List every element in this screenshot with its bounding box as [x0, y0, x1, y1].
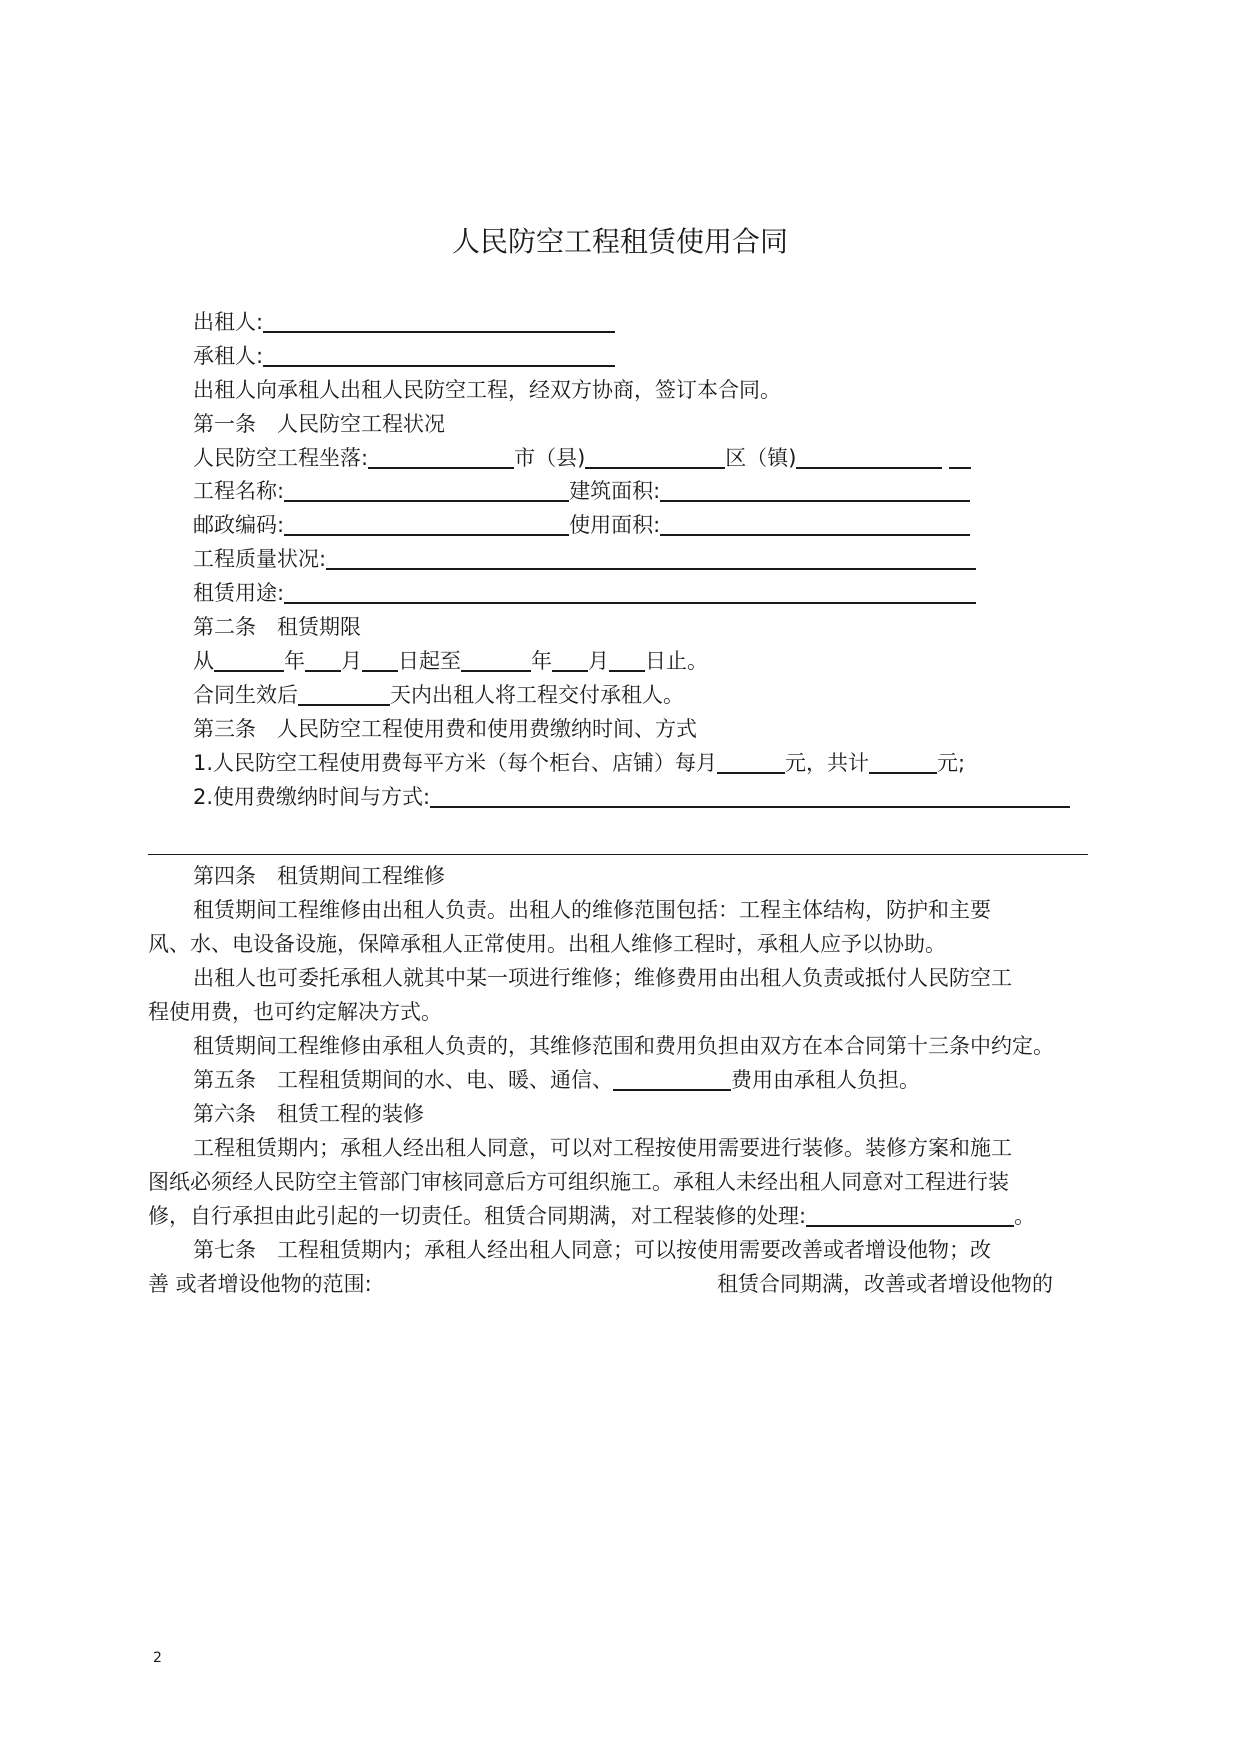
end-year-field[interactable]	[461, 648, 531, 672]
quality-line: 工程质量状况:	[193, 545, 976, 573]
article4-p1-line1: 租赁期间工程维修由出租人负责。出租人的维修范围包括：工程主体结构，防护和主要	[193, 898, 991, 922]
postal-code-field[interactable]	[284, 512, 569, 536]
article7-line2-left: 善 或者增设他物的范围:	[148, 1272, 372, 1296]
page-number: 2	[153, 1650, 162, 1666]
article6-line1: 工程租赁期内；承租人经出租人同意，可以对工程按使用需要进行装修。装修方案和施工	[193, 1136, 1012, 1160]
article4-heading: 第四条 租赁期间工程维修	[193, 864, 445, 888]
document-title: 人民防空工程租赁使用合同	[451, 225, 788, 258]
article7-line2-right: 租赁合同期满，改善或者增设他物的	[717, 1272, 1053, 1296]
purpose-field[interactable]	[284, 580, 976, 604]
project-name-field[interactable]	[284, 478, 569, 502]
end-day-field[interactable]	[609, 648, 645, 672]
payment-continuation-line[interactable]	[148, 854, 1088, 855]
name-area-line: 工程名称: 建筑面积:	[193, 477, 970, 505]
article7-line1: 第七条 工程租赁期内；承租人经出租人同意；可以按使用需要改善或者增设他物；改	[193, 1238, 991, 1262]
location-line: 人民防空工程坐落: 市（县) 区（镇)	[193, 444, 971, 472]
article6-line2: 图纸必须经人民防空主管部门审核同意后方可组织施工。承租人未经出租人同意对工程进行装	[148, 1170, 1009, 1194]
article4-p2-line2: 程使用费，也可约定解决方式。	[148, 1000, 442, 1024]
lessee-line: 承租人:	[193, 342, 615, 370]
article2-heading: 第二条 租赁期限	[193, 615, 361, 639]
lessor-line: 出租人:	[193, 308, 615, 336]
term-line: 从 年 月 日起至 年 月 日止。	[193, 649, 708, 673]
lessee-field[interactable]	[263, 343, 615, 367]
article4-p2-line1: 出租人也可委托承租人就其中某一项进行维修；维修费用由出租人负责或抵付人民防空工	[193, 966, 1012, 990]
article6-heading: 第六条 租赁工程的装修	[193, 1102, 424, 1126]
other-fees-field[interactable]	[613, 1067, 731, 1091]
delivery-days-field[interactable]	[298, 682, 390, 706]
district-field[interactable]	[796, 445, 942, 469]
total-fee-field[interactable]	[869, 750, 937, 774]
article4-p1-line2: 风、水、电设备设施，保障承租人正常使用。出租人维修工程时，承租人应予以协助。	[148, 932, 946, 956]
usable-area-field[interactable]	[660, 512, 970, 536]
building-area-field[interactable]	[660, 478, 970, 502]
article5-line: 第五条 工程租赁期间的水、电、暖、通信、 费用由承租人负担。	[193, 1068, 920, 1092]
intro-text: 出租人向承租人出租人民防空工程，经双方协商，签订本合同。	[193, 378, 781, 402]
postal-area-line: 邮政编码: 使用面积:	[193, 511, 970, 539]
decoration-handling-field[interactable]	[806, 1203, 1014, 1227]
start-day-field[interactable]	[362, 648, 398, 672]
fee-line: 1.人民防空工程使用费每平方米（每个柜台、店铺）每月 元，共计 元;	[193, 751, 966, 775]
city-field[interactable]	[585, 445, 725, 469]
monthly-fee-field[interactable]	[717, 750, 785, 774]
payment-method-field[interactable]	[430, 784, 1070, 808]
payment-line: 2.使用费缴纳时间与方式:	[193, 783, 1070, 811]
article4-p3: 租赁期间工程维修由承租人负责的，其维修范围和费用负担由双方在本合同第十三条中约定。	[193, 1034, 1054, 1058]
article6-line3: 修，自行承担由此引起的一切责任。租赁合同期满，对工程装修的处理: 。	[148, 1204, 1036, 1228]
delivery-line: 合同生效后 天内出租人将工程交付承租人。	[193, 683, 684, 707]
article3-heading: 第三条 人民防空工程使用费和使用费缴纳时间、方式	[193, 717, 697, 741]
purpose-line: 租赁用途:	[193, 579, 976, 607]
location-field[interactable]	[368, 445, 514, 469]
quality-field[interactable]	[326, 546, 976, 570]
lessor-field[interactable]	[263, 309, 615, 333]
article1-heading: 第一条 人民防空工程状况	[193, 412, 445, 436]
extra-field[interactable]	[949, 445, 971, 469]
start-year-field[interactable]	[214, 648, 284, 672]
start-month-field[interactable]	[305, 648, 341, 672]
end-month-field[interactable]	[552, 648, 588, 672]
